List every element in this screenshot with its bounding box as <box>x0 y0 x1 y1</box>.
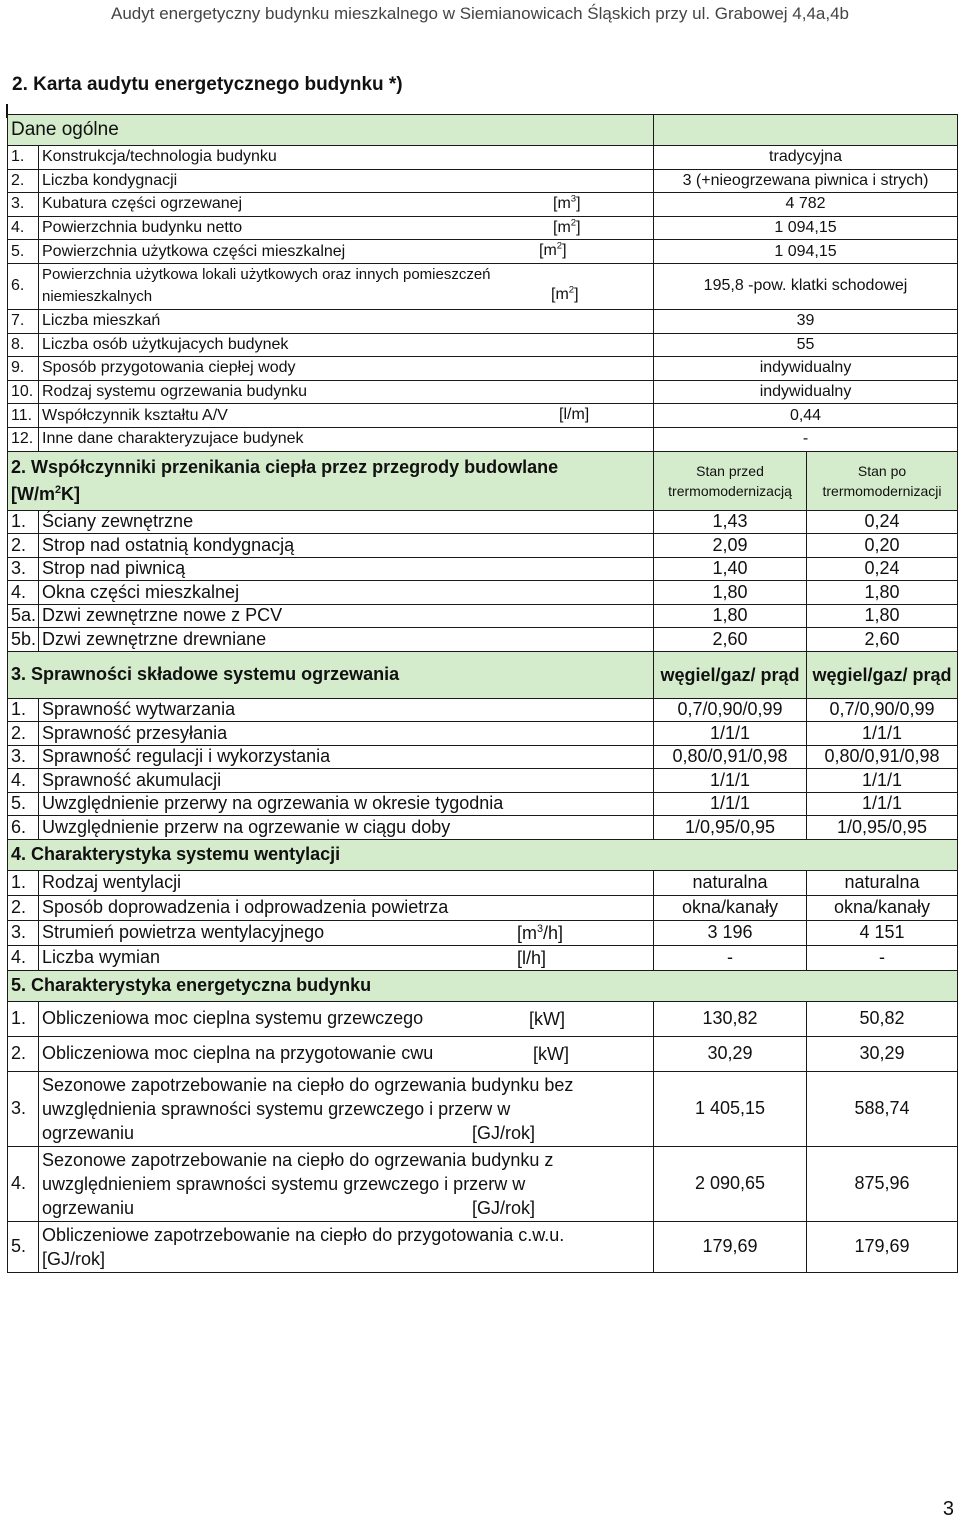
row-number: 4. <box>8 769 39 793</box>
value-before: 1/0,95/0,95 <box>654 816 807 840</box>
value-after: 1/1/1 <box>807 792 958 816</box>
row-label-cell <box>39 557 654 581</box>
unit-text: [kW] <box>533 1043 569 1064</box>
table-row <box>8 1146 958 1221</box>
row-label: Powierzchnia użytkowa części mieszkalnej <box>42 242 346 260</box>
unit-text: [m <box>553 195 571 213</box>
row-number: 3. <box>8 1071 39 1146</box>
unit-label <box>529 1007 565 1031</box>
value-after: 1/0,95/0,95 <box>807 816 958 840</box>
row-label-cell <box>39 745 654 769</box>
energ-heading-row <box>8 970 958 1001</box>
row-label: Powierzchnia budynku netto <box>42 219 243 237</box>
unit-exponent: 3 <box>570 193 577 205</box>
wsp-heading-line1: 2. Współczynniki przenikania ciepła przez przegrody budowlane <box>11 456 559 477</box>
unit-label <box>559 404 589 426</box>
row-number: 5a. <box>8 604 39 628</box>
row-value: 55 <box>654 333 958 357</box>
row-label-line1: Powierzchnia użytkowa lokali użytkowych oraz innych pomieszczeń <box>42 266 491 284</box>
dane-heading-row <box>8 115 958 146</box>
row-label-cell <box>39 216 654 240</box>
value-before: 2,09 <box>654 534 807 558</box>
row-number: 1. <box>8 698 39 722</box>
row-value: 3 (+nieogrzewana piwnica i strych) <box>654 169 958 193</box>
table-row <box>8 816 958 840</box>
value-before: - <box>654 945 807 970</box>
row-label-cell <box>39 604 654 628</box>
row-label-line2: uwzględnienia sprawności systemu grzewczego i przerw w <box>42 1098 511 1119</box>
table-row <box>8 146 958 170</box>
unit-label <box>517 921 563 945</box>
row-label-cell <box>39 920 654 945</box>
went-heading-cell <box>8 839 958 870</box>
row-label-cell <box>39 698 654 722</box>
table-row <box>8 309 958 333</box>
row-number: 2. <box>8 169 39 193</box>
row-value: 39 <box>654 309 958 333</box>
row-number: 2. <box>8 1036 39 1071</box>
table-row <box>8 557 958 581</box>
row-label: Liczba wymian <box>42 947 161 968</box>
row-label-cell <box>39 628 654 652</box>
unit-label <box>517 946 546 970</box>
row-value: tradycyjna <box>654 146 958 170</box>
value-after: 875,96 <box>807 1146 958 1221</box>
value-before: 1,80 <box>654 604 807 628</box>
value-before: okna/kanały <box>654 895 807 920</box>
value-before: 1/1/1 <box>654 722 807 746</box>
table-row <box>8 263 958 309</box>
row-number: 7. <box>8 309 39 333</box>
value-after: 2,60 <box>807 628 958 652</box>
table-row <box>8 945 958 970</box>
value-after: 30,29 <box>807 1036 958 1071</box>
row-label: Sprawność przesyłania <box>42 722 228 743</box>
row-label: Uwzględnienie przerw na ogrzewanie w ciągu doby <box>42 816 451 837</box>
spr-heading-row <box>8 651 958 698</box>
section-title: 2. Karta audytu energetycznego budynku *) <box>12 74 403 95</box>
row-label-cell <box>39 404 654 428</box>
row-label-cell <box>39 722 654 746</box>
row-label-cell <box>39 769 654 793</box>
row-value: indywidualny <box>654 380 958 404</box>
row-label: Sprawność akumulacji <box>42 769 222 790</box>
value-after: 50,82 <box>807 1001 958 1036</box>
unit-label: [GJ/rok] <box>472 1122 536 1143</box>
unit-text: [l/m] <box>559 406 590 424</box>
row-label: Sprawność wytwarzania <box>42 699 236 720</box>
row-number: 1. <box>8 510 39 534</box>
value-before: 3 196 <box>654 920 807 945</box>
value-after: 1/1/1 <box>807 769 958 793</box>
value-before: 1,80 <box>654 581 807 605</box>
row-label-cell <box>39 1071 654 1146</box>
row-label-cell <box>39 581 654 605</box>
row-label: Okna części mieszkalnej <box>42 581 240 602</box>
energ-heading-cell <box>8 970 958 1001</box>
row-number: 9. <box>8 357 39 381</box>
unit-text: [kW] <box>529 1008 565 1029</box>
col-header-before: Stan przed trermomodernizacją <box>654 451 807 510</box>
value-after: 0,24 <box>807 510 958 534</box>
table-row <box>8 769 958 793</box>
unit-exponent: 3 <box>537 922 544 935</box>
row-label-cell <box>39 534 654 558</box>
row-number: 1. <box>8 1001 39 1036</box>
dane-heading-empty <box>654 115 958 146</box>
value-before: 2 090,65 <box>654 1146 807 1221</box>
row-number: 1. <box>8 870 39 895</box>
row-number: 4. <box>8 581 39 605</box>
value-before: 0,7/0,90/0,99 <box>654 698 807 722</box>
unit-close: ] <box>574 285 579 303</box>
row-label-cell <box>39 357 654 381</box>
value-before: 30,29 <box>654 1036 807 1071</box>
row-number: 3. <box>8 193 39 217</box>
table-row <box>8 380 958 404</box>
row-label: Kubatura części ogrzewanej <box>42 195 243 213</box>
row-label: Uwzględnienie przerwy na ogrzewania w okresie tygodnia <box>42 793 504 814</box>
row-label-cell <box>39 169 654 193</box>
row-label: Liczba kondygnacji <box>42 171 178 189</box>
unit-text: [m <box>539 242 557 260</box>
row-label-line1: Sezonowe zapotrzebowanie na ciepło do ogrzewania budynku z <box>42 1149 554 1170</box>
row-label: Rodzaj systemu ogrzewania budynku <box>42 383 308 401</box>
wsp-heading-cell <box>8 451 654 510</box>
page-number: 3 <box>942 1498 954 1520</box>
table-row <box>8 193 958 217</box>
row-number: 3. <box>8 745 39 769</box>
row-label-cell <box>39 1001 654 1036</box>
row-number: 5b. <box>8 628 39 652</box>
row-label-cell <box>39 1221 654 1272</box>
row-number: 11. <box>8 404 39 428</box>
table-row <box>8 1036 958 1071</box>
unit-close: ] <box>576 195 581 213</box>
row-number: 4. <box>8 216 39 240</box>
row-label: Sprawność regulacji i wykorzystania <box>42 746 331 767</box>
row-label-cell <box>39 333 654 357</box>
value-after: 0,7/0,90/0,99 <box>807 698 958 722</box>
unit-exponent: 2 <box>568 284 575 296</box>
row-label-cell <box>39 1146 654 1221</box>
value-after: - <box>807 945 958 970</box>
table-row <box>8 427 958 451</box>
value-before: naturalna <box>654 870 807 895</box>
value-after: 179,69 <box>807 1221 958 1272</box>
value-after: 1,80 <box>807 604 958 628</box>
col-header-before: węgiel/gaz/ prąd <box>654 651 807 698</box>
unit-exponent: 2 <box>570 217 577 229</box>
table-row <box>8 169 958 193</box>
row-label-cell <box>39 945 654 970</box>
row-label-line2: [GJ/rok] <box>42 1248 106 1269</box>
row-label-line3 <box>42 1121 650 1145</box>
table-row <box>8 581 958 605</box>
row-label: Liczba mieszkań <box>42 312 161 330</box>
table-row <box>8 698 958 722</box>
row-value: 1 094,15 <box>654 216 958 240</box>
value-before: 130,82 <box>654 1001 807 1036</box>
row-label-cell <box>39 380 654 404</box>
row-label-cell <box>39 792 654 816</box>
row-value: - <box>654 427 958 451</box>
row-number: 2. <box>8 722 39 746</box>
row-number: 3. <box>8 557 39 581</box>
unit-label <box>553 217 581 239</box>
dane-heading: Dane ogólne <box>11 119 119 140</box>
table-row <box>8 895 958 920</box>
row-number: 12. <box>8 427 39 451</box>
row-label-cell <box>39 510 654 534</box>
spr-heading-cell <box>8 651 654 698</box>
table-row <box>8 240 958 264</box>
table-row <box>8 628 958 652</box>
table-row <box>8 604 958 628</box>
row-value: 1 094,15 <box>654 240 958 264</box>
row-value: indywidualny <box>654 357 958 381</box>
row-label: Dzwi zewnętrzne nowe z PCV <box>42 605 283 626</box>
row-label-cell <box>39 309 654 333</box>
row-label: Współczynnik kształtu A/V <box>42 406 228 424</box>
row-number: 1. <box>8 146 39 170</box>
row-label-line3-text: ogrzewaniu <box>42 1122 135 1143</box>
unit-close: ] <box>576 218 581 236</box>
row-number: 2. <box>8 534 39 558</box>
row-label: Sposób przygotowania ciepłej wody <box>42 359 296 377</box>
row-number: 4. <box>8 945 39 970</box>
row-number: 5. <box>8 240 39 264</box>
row-label: Rodzaj wentylacji <box>42 872 182 893</box>
row-label: Inne dane charakteryzujace budynek <box>42 430 304 448</box>
unit-text: [m <box>553 218 571 236</box>
row-label-line3 <box>42 1196 650 1220</box>
row-number: 5. <box>8 1221 39 1272</box>
value-before: 1,43 <box>654 510 807 534</box>
table-row <box>8 792 958 816</box>
table-row <box>8 1071 958 1146</box>
unit-close: /h] <box>543 922 564 943</box>
row-label: Strumień powietrza wentylacyjnego <box>42 922 325 943</box>
value-before: 179,69 <box>654 1221 807 1272</box>
row-label: Dzwi zewnętrzne drewniane <box>42 628 267 649</box>
row-label-cell <box>39 816 654 840</box>
wsp-heading-unit <box>11 481 650 508</box>
row-label-cell <box>39 1036 654 1071</box>
went-heading-row <box>8 839 958 870</box>
row-label: Liczba osób użytkujacych budynek <box>42 335 289 353</box>
energ-heading: 5. Charakterystyka energetyczna budynku <box>11 975 372 996</box>
row-label-line2: niemieszkalnych <box>42 288 153 306</box>
wsp-heading-row <box>8 451 958 510</box>
value-before: 1/1/1 <box>654 769 807 793</box>
row-label-cell <box>39 870 654 895</box>
row-label-cell <box>39 240 654 264</box>
spr-heading: 3. Sprawności składowe systemu ogrzewania <box>11 664 400 685</box>
value-after: 1/1/1 <box>807 722 958 746</box>
table-row <box>8 870 958 895</box>
page-header: Audyt energetyczny budynku mieszkalnego w Siemianowicach Śląskich przy ul. Grabowej 4,4a,4b <box>111 4 849 23</box>
row-number: 5. <box>8 792 39 816</box>
row-number: 2. <box>8 895 39 920</box>
audit-card-table <box>7 114 958 1273</box>
row-number: 6. <box>8 263 39 309</box>
wsp-unit-exponent: 2 <box>55 483 62 496</box>
unit-label <box>539 240 567 262</box>
went-heading: 4. Charakterystyka systemu wentylacji <box>11 844 341 865</box>
col-header-after: węgiel/gaz/ prąd <box>807 651 958 698</box>
unit-exponent: 2 <box>556 241 563 253</box>
row-value: 195,8 -pow. klatki schodowej <box>654 263 958 309</box>
row-label-line1: Obliczeniowe zapotrzebowanie na ciepło do przygotowania c.w.u. <box>42 1224 565 1245</box>
unit-text: [m <box>517 922 537 943</box>
row-number: 10. <box>8 380 39 404</box>
unit-label <box>533 1042 569 1066</box>
row-number: 8. <box>8 333 39 357</box>
row-label-cell <box>39 263 654 309</box>
table-row <box>8 722 958 746</box>
table-row <box>8 510 958 534</box>
row-value: 4 782 <box>654 193 958 217</box>
value-after: 588,74 <box>807 1071 958 1146</box>
row-label: Obliczeniowa moc cieplna systemu grzewczego <box>42 1008 424 1029</box>
row-number: 6. <box>8 816 39 840</box>
table-row <box>8 1221 958 1272</box>
table-row <box>8 333 958 357</box>
row-label: Ściany zewnętrzne <box>42 511 194 532</box>
row-label: Sposób doprowadzenia i odprowadzenia powietrza <box>42 897 449 918</box>
row-label-cell <box>39 146 654 170</box>
value-before: 1 405,15 <box>654 1071 807 1146</box>
row-label: Strop nad piwnicą <box>42 558 186 579</box>
row-label-line3-text: ogrzewaniu <box>42 1197 135 1218</box>
table-row <box>8 1001 958 1036</box>
value-before: 1,40 <box>654 557 807 581</box>
wsp-unit-end: K] <box>61 483 81 504</box>
table-row <box>8 745 958 769</box>
row-label-cell <box>39 427 654 451</box>
row-label-cell <box>39 895 654 920</box>
table-row <box>8 920 958 945</box>
value-after: 4 151 <box>807 920 958 945</box>
row-label-cell <box>39 193 654 217</box>
unit-text: [m <box>551 285 569 303</box>
row-label: Konstrukcja/technologia budynku <box>42 148 277 166</box>
value-before: 2,60 <box>654 628 807 652</box>
table-row <box>8 216 958 240</box>
unit-close: ] <box>562 242 567 260</box>
unit-label: [GJ/rok] <box>472 1197 536 1218</box>
unit-label <box>553 193 581 215</box>
col-header-after: Stan po trermomodernizacji <box>807 451 958 510</box>
row-label: Obliczeniowa moc cieplna na przygotowanie cwu <box>42 1043 434 1064</box>
wsp-unit-text: [W/m <box>11 483 55 504</box>
table-row <box>8 357 958 381</box>
value-after: 0,80/0,91/0,98 <box>807 745 958 769</box>
value-after: 0,20 <box>807 534 958 558</box>
row-value: 0,44 <box>654 404 958 428</box>
row-label: Strop nad ostatnią kondygnacją <box>42 534 295 555</box>
unit-text: [l/h] <box>517 947 547 968</box>
row-number: 4. <box>8 1146 39 1221</box>
row-label-line2: uwzględnieniem sprawności systemu grzewczego i przerw w <box>42 1173 526 1194</box>
table-row <box>8 534 958 558</box>
unit-label <box>551 286 579 304</box>
table-row <box>8 404 958 428</box>
value-before: 0,80/0,91/0,98 <box>654 745 807 769</box>
value-after: 0,24 <box>807 557 958 581</box>
row-number: 3. <box>8 920 39 945</box>
value-before: 1/1/1 <box>654 792 807 816</box>
dane-heading-cell <box>8 115 654 146</box>
row-label-line1: Sezonowe zapotrzebowanie na ciepło do ogrzewania budynku bez <box>42 1074 574 1095</box>
value-after: naturalna <box>807 870 958 895</box>
value-after: okna/kanały <box>807 895 958 920</box>
value-after: 1,80 <box>807 581 958 605</box>
